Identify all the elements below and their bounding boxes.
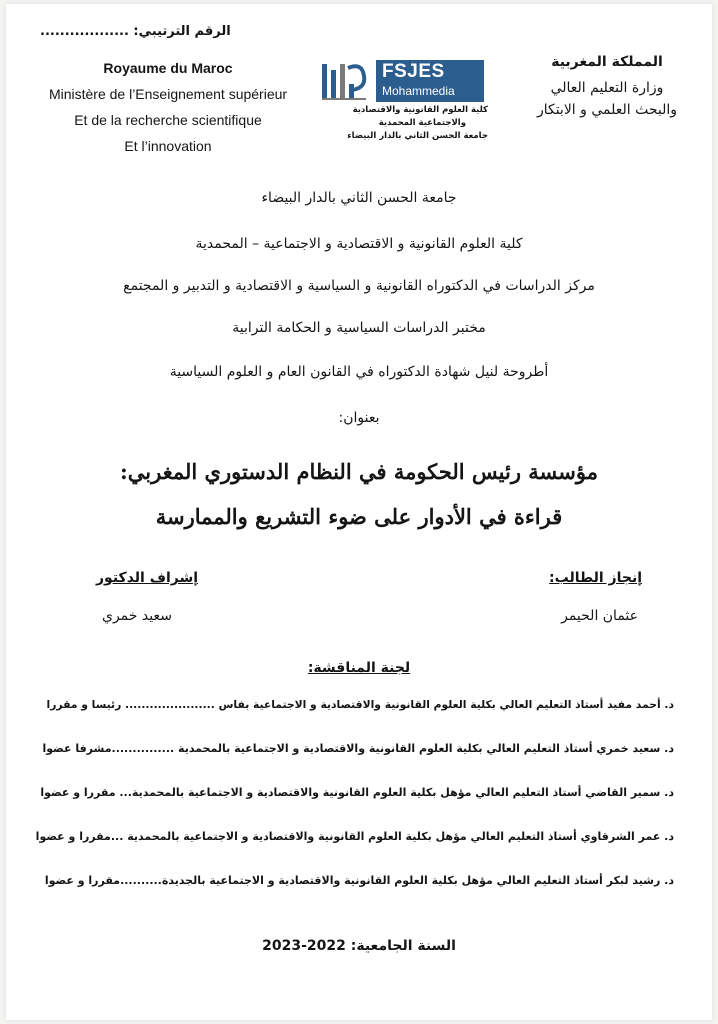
supervisor-name: سعيد خمري xyxy=(102,608,172,624)
logo-faculty-line2: والاجتماعية المحمدية xyxy=(378,118,466,128)
faculty-name: كلية العلوم القانونية و الاقتصادية و الاجتماعية – المحمدية xyxy=(195,236,523,252)
title-intro: بعنوان: xyxy=(338,410,380,426)
student-label: إنجاز الطالب: xyxy=(549,570,642,586)
supervisor-label: إشراف الدكتور xyxy=(96,570,199,586)
ministry-fr: Ministère de l’Enseignement supérieur xyxy=(48,86,288,102)
logo-faculty-line1: كلية العلوم القانونية والاقتصادية xyxy=(352,105,488,115)
thesis-title-line1: مؤسسة رئيس الحكومة في النظام الدستوري المغربي: xyxy=(120,459,598,484)
innovation-fr: Et l’innovation xyxy=(124,138,212,154)
degree-statement: أطروحة لنيل شهادة الدكتوراه في القانون العام و العلوم السياسية xyxy=(169,364,549,380)
kingdom-fr: Royaume du Maroc xyxy=(103,60,233,76)
research-lab: مختبر الدراسات السياسية و الحكامة الترابية xyxy=(232,320,486,336)
student-name: عثمان الحيمر xyxy=(561,608,638,624)
committee-member: د. رشيد لبكر أستاذ التعليم العالي مؤهل بكلية العلوم القانونية والاقتصادية و الاجتماعية بالجديدة..........مقررا و عضوا xyxy=(44,874,674,887)
kingdom-ar: المملكة المغربية xyxy=(551,54,663,70)
committee-member: د. سعيد خمري أستاذ التعليم العالي بكلية العلوم القانونية والاقتصادية و الاجتماعية بالمحمدية ...............مشرفا عضوا xyxy=(42,742,674,755)
research-ar: والبحث العلمي و الابتكار xyxy=(536,102,678,118)
ministry-ar: وزارة التعليم العالي xyxy=(550,80,664,96)
logo-university-line: جامعة الحسن الثاني بالدار البيضاء xyxy=(347,131,488,141)
committee-member: د. عمر الشرقاوي أستاذ التعليم العالي مؤهل بكلية العلوم القانونية والاقتصادية و الاجتماعية بالمحمدية ...مقررا و عضوا xyxy=(35,830,674,843)
document-page xyxy=(6,4,712,1020)
university-emblem-icon xyxy=(320,60,368,104)
research-fr: Et de la recherche scientifique xyxy=(74,112,262,128)
doctoral-center: مركز الدراسات في الدكتوراه القانونية و السياسية و الاقتصادية و التدبير و المجتمع xyxy=(123,278,595,294)
logo-city: Mohammedia xyxy=(382,84,455,98)
committee-label: لجنة المناقشة: xyxy=(307,660,411,676)
committee-member: د. أحمد مفيد أستاذ التعليم العالي بكلية العلوم القانونية والاقتصادية و الاجتماعية بفاس ...................... رئيسا و مقررا xyxy=(46,698,674,711)
university-name: جامعة الحسن الثاني بالدار البيضاء xyxy=(261,190,457,206)
reference-number: الرقم الترتيبي: .................. xyxy=(40,24,231,39)
logo-wordmark xyxy=(376,60,484,102)
faculty-logo xyxy=(318,56,488,148)
logo-acronym: FSJES xyxy=(382,61,445,82)
committee-member: د. سمير القاضي أستاذ التعليم العالي مؤهل بكلية العلوم القانونية والاقتصادية و الاجتماعية بالمحمدية... مقررا و عضوا xyxy=(40,786,674,799)
thesis-title-line2: قراءة في الأدوار على ضوء التشريع والممارسة xyxy=(155,504,563,529)
academic-year: السنة الجامعية: 2022-2023 xyxy=(262,938,456,954)
